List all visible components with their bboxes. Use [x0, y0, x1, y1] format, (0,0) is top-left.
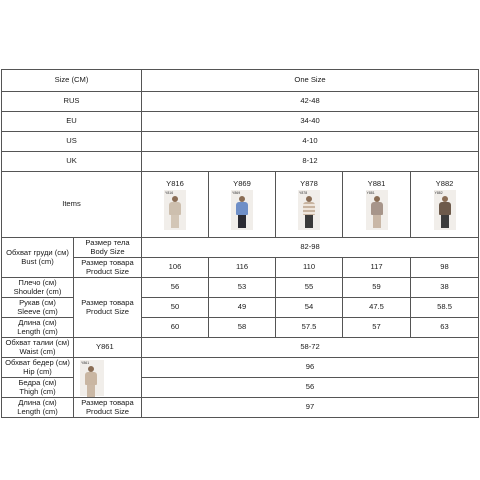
bust-value: 98 — [411, 258, 479, 278]
shoulder-value: 59 — [343, 278, 411, 298]
shoulder-value: 55 — [276, 278, 343, 298]
product-size-label: Размер товара Product Size — [74, 258, 142, 278]
item-code: Y881 — [367, 178, 386, 188]
item-cell-y878 — [276, 172, 343, 238]
item-cell-y882 — [411, 172, 479, 238]
shoulder-value: 38 — [411, 278, 479, 298]
bust-value: 106 — [142, 258, 209, 278]
length-value: 63 — [411, 318, 479, 338]
table-row — [2, 378, 479, 398]
pants-photo-cell — [74, 358, 142, 398]
table-row — [2, 338, 479, 358]
region-label-us: US — [2, 132, 142, 152]
size-chart-table — [1, 69, 479, 418]
bust-value: 116 — [209, 258, 276, 278]
region-label-uk: UK — [2, 152, 142, 172]
region-value-rus: 42-48 — [142, 92, 479, 112]
item-code: Y882 — [435, 178, 454, 188]
length-value: 58 — [209, 318, 276, 338]
thigh-label: Бедра (см) Thigh (cm) — [2, 378, 74, 398]
waist-label: Обхват талии (см) Waist (cm) — [2, 338, 74, 358]
item-code: Y816 — [166, 178, 184, 188]
item-code: Y869 — [233, 178, 251, 188]
table-row — [2, 258, 479, 278]
region-label-eu: EU — [2, 112, 142, 132]
body-size-label: Размер тела Body Size — [74, 238, 142, 258]
sleeve-value: 49 — [209, 298, 276, 318]
one-size-header: One Size — [142, 70, 479, 92]
bust-value: 117 — [343, 258, 411, 278]
pant-length-label: Длина (см) Length (cm) — [2, 398, 74, 418]
pants-code: Y861 — [74, 338, 142, 358]
shoulder-label: Плечо (см) Shoulder (cm) — [2, 278, 74, 298]
length-value: 60 — [142, 318, 209, 338]
sleeve-value: 54 — [276, 298, 343, 318]
region-value-uk: 8-12 — [142, 152, 479, 172]
table-row — [2, 132, 479, 152]
length-label: Длина (см) Length (cm) — [2, 318, 74, 338]
bust-value: 110 — [276, 258, 343, 278]
item-cell-y881 — [343, 172, 411, 238]
product-photo: Y861 — [80, 360, 104, 396]
item-cell-y816 — [142, 172, 209, 238]
product-photo: Y882 — [434, 190, 456, 230]
bust-label: Обхват груди (см) Bust (cm) — [2, 238, 74, 278]
product-size-label: Размер товара Product Size — [74, 398, 142, 418]
table-row — [2, 152, 479, 172]
sleeve-value: 58.5 — [411, 298, 479, 318]
table-row — [2, 358, 479, 378]
table-row — [2, 238, 479, 258]
table-row — [2, 318, 479, 338]
header-row — [2, 70, 479, 92]
shoulder-value: 53 — [209, 278, 276, 298]
waist-value: 58-72 — [142, 338, 479, 358]
size-header: Size (CM) — [2, 70, 142, 92]
product-photo: Y878 — [298, 190, 320, 230]
sleeve-value: 47.5 — [343, 298, 411, 318]
product-photo: Y881 — [366, 190, 388, 230]
region-value-us: 4-10 — [142, 132, 479, 152]
pant-length-value: 97 — [142, 398, 479, 418]
items-row — [2, 172, 479, 238]
sleeve-label: Рукав (см) Sleeve (cm) — [2, 298, 74, 318]
product-size-label: Размер товара Product Size — [74, 278, 142, 338]
product-photo: Y869 — [231, 190, 253, 230]
table-row — [2, 398, 479, 418]
hip-value: 96 — [142, 358, 479, 378]
hip-label: Обхват бедер (см) Hip (cm) — [2, 358, 74, 378]
item-cell-y869 — [209, 172, 276, 238]
region-value-eu: 34-40 — [142, 112, 479, 132]
product-photo: Y816 — [164, 190, 186, 230]
sleeve-value: 50 — [142, 298, 209, 318]
table-row — [2, 298, 479, 318]
length-value: 57.5 — [276, 318, 343, 338]
shoulder-value: 56 — [142, 278, 209, 298]
thigh-value: 56 — [142, 378, 479, 398]
bust-body-value: 82-98 — [142, 238, 479, 258]
region-label-rus: RUS — [2, 92, 142, 112]
table-row — [2, 278, 479, 298]
item-code: Y878 — [300, 178, 318, 188]
table-row — [2, 92, 479, 112]
items-label: Items — [2, 172, 142, 238]
table-row — [2, 112, 479, 132]
length-value: 57 — [343, 318, 411, 338]
